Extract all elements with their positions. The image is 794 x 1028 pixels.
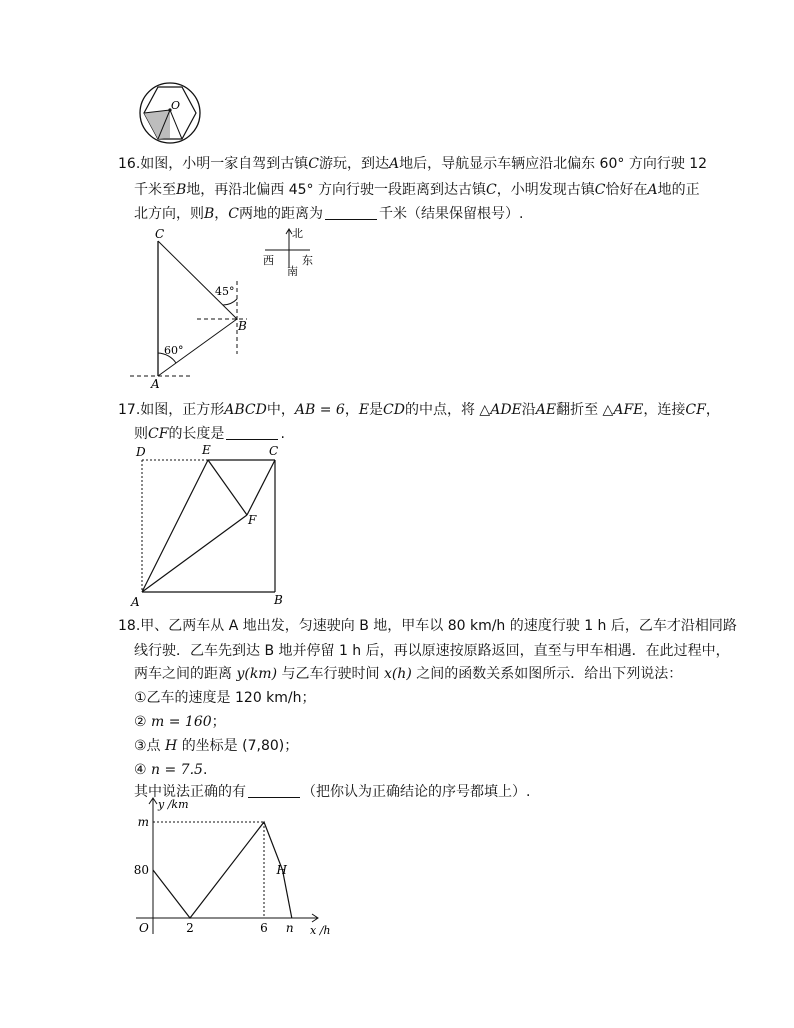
- q18-tick-y-m: m: [137, 815, 149, 829]
- q17-label-A: A: [131, 595, 140, 609]
- q18-series-line: [153, 822, 292, 918]
- q17-segment-AF: [142, 515, 247, 592]
- q18-option-3: ③点 H 的坐标是 (7,80)；: [134, 738, 299, 754]
- compass-east: 东: [302, 254, 313, 267]
- q18-last-line: 其中说法正确的有 （把你认为正确结论的序号都填上）.: [134, 784, 531, 800]
- q18-line-3: 两车之间的距离 y(km) 与乙车行驶时间 x(h) 之间的函数关系如图所示．给出下列说法：: [134, 666, 683, 682]
- q16-angle-45: 45°: [215, 285, 235, 298]
- q18-option-4: ④ n = 7.5.: [134, 762, 208, 778]
- q17-label-E: E: [202, 443, 211, 457]
- q17-line-1: 17.如图，正方形ABCD中，AB = 6，E是CD的中点，将 △ADE沿AE翻折至 △AFE，连接CF，: [118, 402, 720, 418]
- q18-number: 18.: [118, 618, 141, 634]
- q16-answer-blank[interactable]: [325, 205, 377, 220]
- q17-label-F: F: [248, 513, 257, 527]
- q16-segment-BC: [158, 241, 237, 319]
- q18-ylabel: y /km: [158, 798, 189, 811]
- q18-tick-x-6: 6: [260, 921, 268, 935]
- q17-label-C: C: [269, 444, 279, 458]
- q17-answer-blank[interactable]: [226, 425, 278, 440]
- compass-south: 南: [287, 265, 298, 276]
- compass-west: 西: [263, 254, 274, 267]
- q17-segment-EF: [208, 460, 247, 515]
- q18-tick-x-n: n: [285, 921, 294, 935]
- q18-distance-chart: [128, 794, 348, 940]
- q16-line-2: 千米至B地，再沿北偏西 45° 方向行驶一段距离到达古镇C，小明发现古镇C恰好在A地的正: [134, 182, 700, 198]
- inscribed-hexagon-figure: [135, 80, 205, 146]
- q16-angle-60: 60°: [164, 344, 184, 357]
- q17-label-D: D: [136, 445, 146, 459]
- q18-option-1: ①乙车的速度是 120 km/h；: [134, 690, 316, 706]
- q17-segment-CF: [247, 460, 275, 515]
- q16-line-1: 16.如图，小明一家自驾到古镇C游玩，到达A地后，导航显示车辆应沿北偏东 60° 方向行驶 12: [118, 156, 708, 172]
- q18-option-2: ② m = 160；: [134, 714, 226, 730]
- q17-number: 17.: [118, 402, 141, 418]
- q18-tick-y-80: 80: [133, 863, 149, 877]
- q17-label-B: B: [274, 593, 283, 607]
- q18-tick-x-2: 2: [186, 921, 194, 935]
- q17-segment-AE: [142, 460, 208, 592]
- q16-label-A: A: [151, 377, 160, 391]
- q18-point-label-H: H: [276, 863, 287, 877]
- q17-square-figure: [128, 442, 293, 610]
- q18-tick-origin: O: [139, 921, 149, 935]
- q18-line-1: 18.甲、乙两车从 A 地出发，匀速驶向 B 地，甲车以 80 km/h 的速度行驶 1 h 后，乙车才沿相同路: [118, 618, 737, 634]
- q17-line-2: 则CF的长度是 .: [134, 426, 285, 442]
- q16-label-B: B: [238, 319, 247, 333]
- q18-line-2: 线行驶．乙车先到达 B 地并停留 1 h 后，再以原速按原路返回，直至与甲车相遇．在此过程中，: [134, 643, 730, 659]
- compass-icon: [260, 224, 320, 276]
- q18-xlabel: x /h: [310, 924, 331, 937]
- q16-number: 16.: [118, 156, 141, 172]
- q16-line-3: 北方向，则B，C两地的距离为 千米（结果保留根号）.: [134, 206, 524, 222]
- svg-text:O: O: [171, 99, 181, 112]
- q16-label-C: C: [155, 227, 165, 241]
- compass-north: 北: [292, 227, 303, 240]
